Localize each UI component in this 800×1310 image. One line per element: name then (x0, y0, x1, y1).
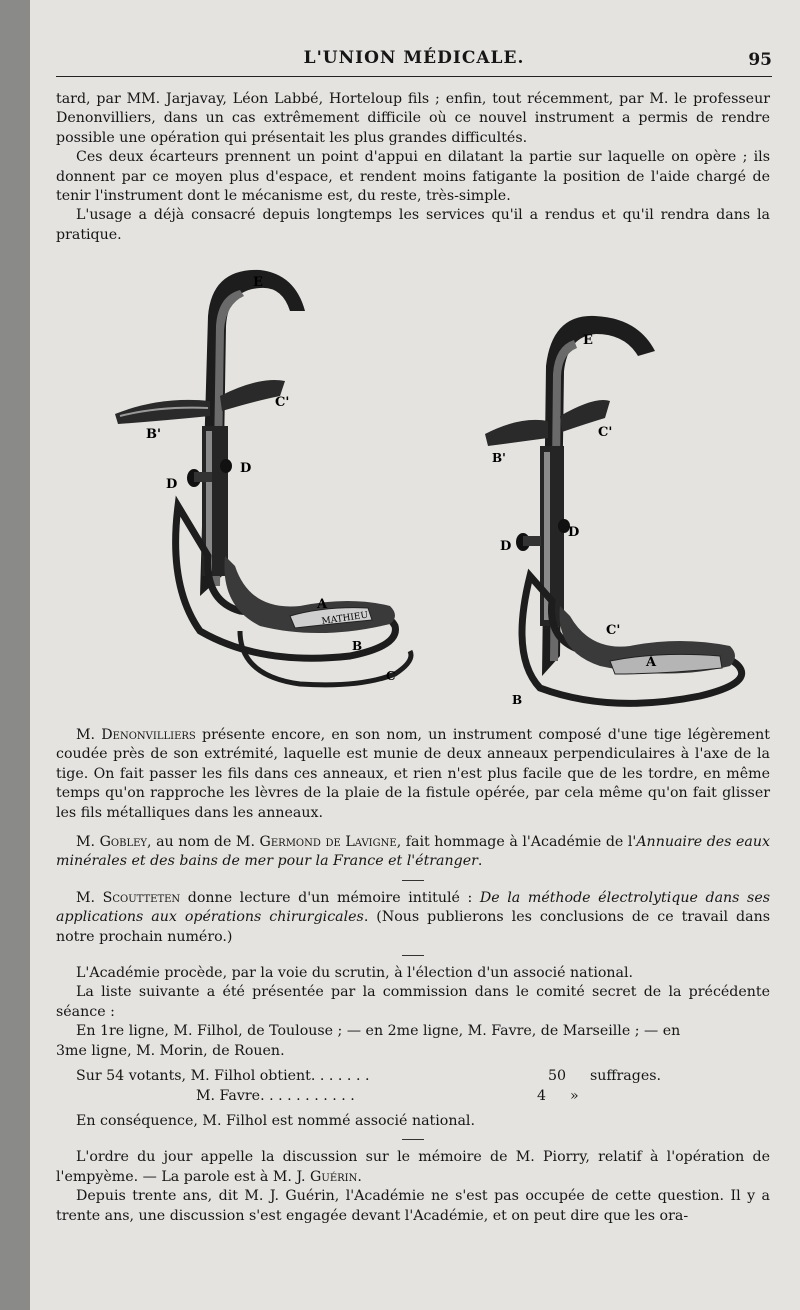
label-left-e: E (253, 275, 263, 290)
denonvilliers-text: présente encore, en son nom, un instrument composé d'une tige légèrement coudée près de son extrémité, laquelle est munie de deux anneaux perpendiculaires à l'axe de la tige. On fait passer les fils dans ces anneaux, et rien n'est plus facile que de les tordre, en même temps qu'on rapproche les lèvres de la plaie de la fistule opérée, par cela même qu'on fait glisser les fils métalliques dans les anneaux. (56, 727, 770, 821)
vote-label: M. Favre. . . . . . . . . . . (196, 1087, 355, 1104)
bottom-text-block (56, 726, 770, 1226)
order-text: L'ordre du jour appelle la discussion sur le mémoire de M. Piorry, relatif à l'opération de l'empyème. — La parole est à (56, 1149, 770, 1185)
right-retractor-illustration (485, 316, 742, 703)
label-right-d-lower: D (500, 539, 512, 554)
label-right-c-prime: C' (598, 425, 613, 440)
gobley-end: . (477, 853, 483, 870)
journal-page (30, 0, 800, 1310)
label-left-c: C (386, 669, 396, 683)
label-right-d-upper: D (568, 525, 580, 540)
vote-count: 4 (536, 1087, 546, 1104)
label-right-c-second: C' (606, 623, 621, 638)
label-left-d-upper: D (240, 461, 252, 476)
paragraph-denonvilliers (56, 726, 770, 823)
page-number: 95 (748, 50, 772, 70)
order-end: . (357, 1168, 362, 1185)
label-left-b: B (352, 639, 363, 653)
paragraph-candidate-list: La liste suivante a été présentée par la commission dans le comité secret de la précédente séance : (56, 984, 770, 1020)
running-title: L'UNION MÉDICALE. (303, 48, 525, 68)
label-left-d-lower: D (166, 477, 178, 492)
paragraph-usage: L'usage a déjà consacré depuis longtemps les services qu'il a rendus et qu'il rendra dans la pratique. (56, 207, 770, 243)
section-separator (402, 880, 424, 881)
paragraph-gobley (56, 833, 770, 872)
paragraph-election-result: En conséquence, M. Filhol est nommé associé national. (76, 1112, 475, 1129)
paragraph-instrument-history: tard, par MM. Jarjavay, Léon Labbé, Horteloup fils ; enfin, tout récemment, par M. le professeur Denonvilliers, dans un cas extrêmement difficile où ce nouvel instrument a permis de rendre possible une opération qui présentait les plus grandes difficultés. (56, 91, 770, 146)
page-header (56, 44, 772, 74)
scoutteten-end: . (Nous publierons les conclusions de ce travail dans notre prochain numéro.) (56, 909, 770, 945)
vote-unit: suffrages. (590, 1068, 662, 1085)
vote-result-filhol (56, 1067, 770, 1086)
candidate-ranking-line-1: En 1re ligne, M. Filhol, de Toulouse ; — en 2me ligne, M. Favre, de Marseille ; — en (76, 1023, 681, 1040)
label-left-c-prime: C' (275, 395, 290, 410)
label-right-b-prime: B' (492, 451, 506, 465)
vote-label: Sur 54 votants, M. Filhol obtient. . . . . . . (76, 1068, 370, 1085)
vote-unit: » (570, 1087, 579, 1104)
vote-count: 50 (547, 1068, 566, 1085)
paragraph-retractors: Ces deux écarteurs prennent un point d'appui en dilatant la partie sur laquelle on opère ; ils donnent par ce moyen plus d'espace, et rendent moins fatigante la position de l'aide chargé de tenir l'instrument dont le mécanisme est, du reste, très-simple. (56, 149, 770, 205)
gobley-mid: , au nom de M. (147, 834, 260, 851)
top-text-block (56, 90, 770, 245)
section-separator (402, 1139, 424, 1140)
left-retractor-illustration (115, 270, 411, 685)
scoutteten-text: donne lecture d'un mémoire intitulé : (180, 889, 480, 906)
author-germond: Germond de Lavigne (259, 834, 397, 851)
candidate-ranking-line-2: 3me ligne, M. Morin, de Rouen. (56, 1042, 285, 1059)
label-right-a: A (646, 655, 657, 670)
author-gobley: M. Gobley (76, 834, 148, 851)
label-right-b: B (512, 693, 523, 707)
maker-stamp: MATHIEU (321, 610, 369, 627)
annuaire-title: Annuaire des eaux minérales et des bains de mer pour la France et l'étranger (56, 834, 770, 870)
author-denonvilliers: M. Denonvilliers (76, 727, 196, 743)
author-scoutteten: M. Scoutteten (76, 889, 181, 906)
gobley-text: , fait hommage à l'Académie de l' (396, 834, 637, 851)
paragraph-guerin-speech: Depuis trente ans, dit M. J. Guérin, l'Académie ne s'est pas occupée de cette question. Il y a trente ans, une discussion s'est engagée devant l'Académie, et on peut dire que les ora- (56, 1188, 770, 1224)
label-left-b-prime: B' (146, 427, 161, 442)
header-rule (56, 76, 772, 77)
paragraph-election: L'Académie procède, par la voie du scrutin, à l'élection d'un associé national. (76, 965, 634, 982)
speaker-guerin: M. J. Guérin (272, 1168, 358, 1185)
memoir-title: De la méthode électrolytique dans ses applications aux opérations chirurgicales (56, 889, 771, 926)
paragraph-order-of-day (56, 1148, 770, 1187)
label-left-a: A (317, 597, 328, 612)
retractor-engraving (90, 256, 750, 718)
vote-result-favre (56, 1087, 770, 1106)
paragraph-scoutteten (56, 889, 770, 947)
label-right-e: E (583, 333, 593, 348)
section-separator (402, 955, 424, 956)
